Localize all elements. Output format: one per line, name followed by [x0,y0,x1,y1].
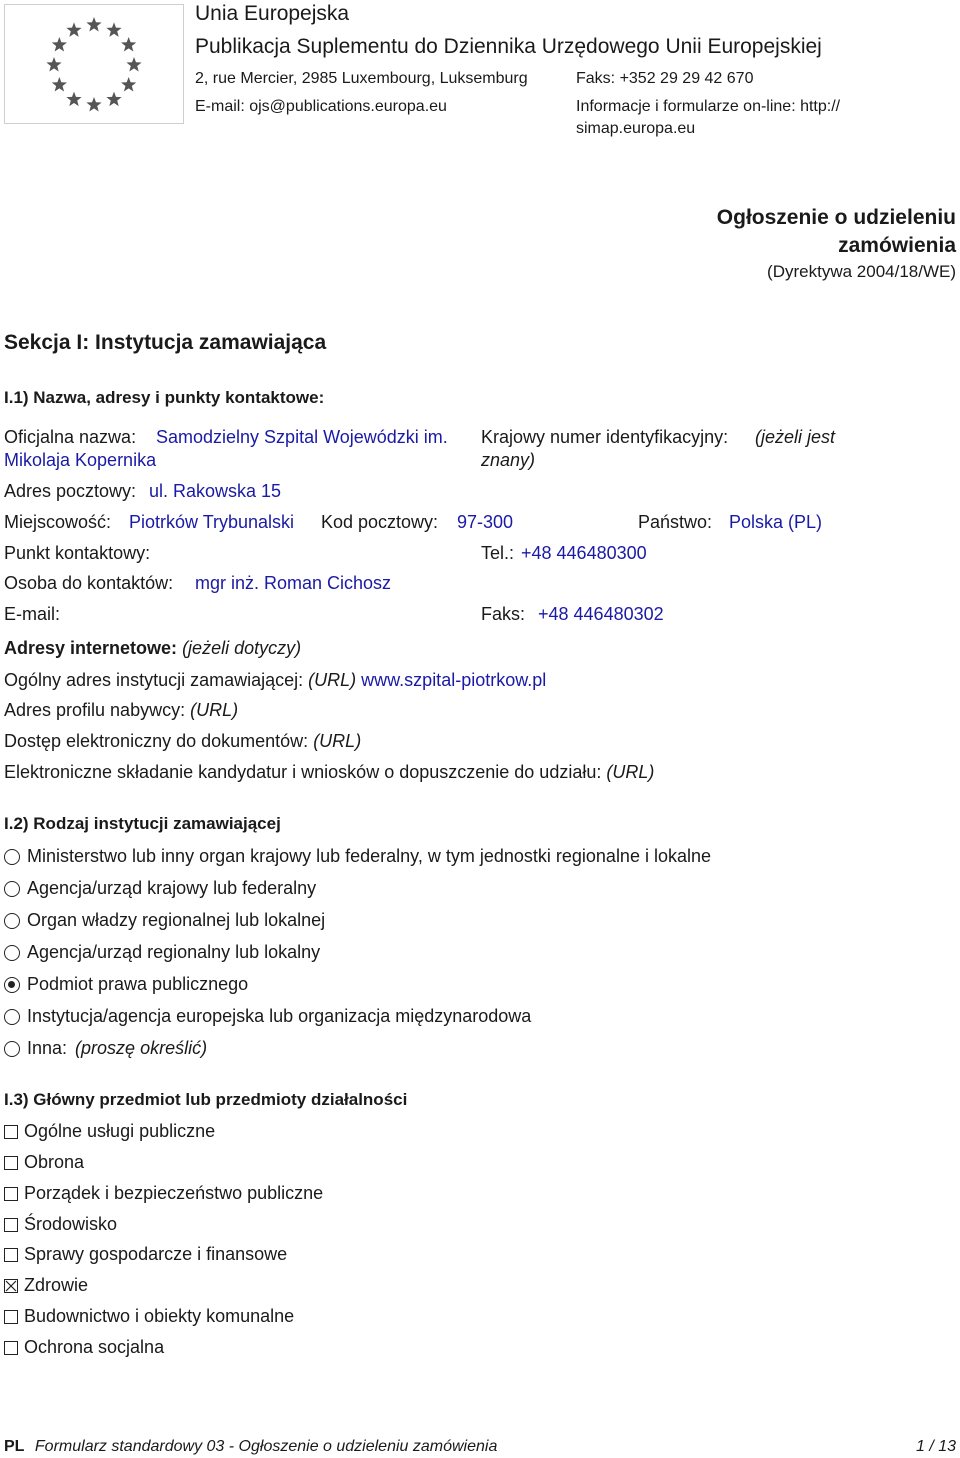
radio-empty-icon[interactable] [4,1009,20,1025]
star-icon [66,92,81,106]
checkbox-empty-icon[interactable] [4,1310,18,1324]
publisher-info-line1: Informacje i formularze on-line: http:// [576,98,841,115]
footer-form-name: Formularz standardowy 03 - Ogłoszenie o udzieleniu zamówienia [34,1438,498,1455]
checkbox-checked-icon[interactable] [4,1279,18,1293]
org-name: Unia Europejska [195,2,350,25]
general-url-label: Ogólny adres instytucji zamawiającej: [4,670,304,690]
email-label: E-mail: [4,604,61,624]
option-label: Inna: [27,1038,68,1058]
section-heading: Sekcja I: Instytucja zamawiająca [4,331,327,354]
contracting-type-option[interactable] [4,942,320,963]
postcode-value: 97-300 [457,512,514,532]
page-footer [4,1438,956,1456]
option-label: Porządek i bezpieczeństwo publiczne [24,1183,324,1203]
eu-stars-icon [5,5,183,123]
radio-selected-icon[interactable] [4,977,20,993]
electronic-submission-label: Elektroniczne składanie kandydatur i wniosków o dopuszczenie do udziału: [4,762,602,782]
url-tag: (URL) [190,700,239,720]
publication-title: Publikacja Suplementu do Dziennika Urzędowego Unii Europejskiej [195,35,822,58]
checkbox-empty-icon[interactable] [4,1218,18,1232]
tel-label: Tel.: [481,543,515,563]
contracting-type-option[interactable] [4,878,316,899]
radio-empty-icon[interactable] [4,1041,20,1057]
star-icon [52,77,67,91]
star-icon [86,17,101,31]
fax-label: Faks: [481,604,526,624]
official-name-value-1: Samodzielny Szpital Wojewódzki im. [156,427,448,447]
option-label: Ochrona socjalna [24,1337,165,1357]
contracting-type-option[interactable] [4,1038,207,1059]
option-label: Podmiot prawa publicznego [27,974,249,994]
publisher-info-line2: simap.europa.eu [576,120,696,137]
national-id-label: Krajowy numer identyfikacyjny: [481,427,729,447]
radio-empty-icon[interactable] [4,881,20,897]
star-icon [126,57,141,71]
option-note: (proszę określić) [75,1038,208,1058]
activity-option[interactable] [4,1121,215,1142]
postcode-label: Kod pocztowy: [321,512,439,532]
contracting-type-option[interactable] [4,910,325,931]
fax-value: +48 446480302 [538,604,664,624]
url-tag: (URL) [313,731,362,751]
option-label: Instytucja/agencja europejska lub organizacja międzynarodowa [27,1006,532,1026]
checkbox-empty-icon[interactable] [4,1156,18,1170]
contracting-type-option[interactable] [4,1006,531,1027]
contracting-type-option[interactable] [4,846,711,867]
star-icon [106,92,121,106]
document-title: Ogłoszenie o udzieleniu zamówienia [716,206,956,257]
star-icon [86,97,101,111]
subsection-heading-1-2: I.2) Rodzaj instytucji zamawiającej [4,814,281,833]
option-label: Ogólne usługi publiczne [24,1121,216,1141]
activity-option[interactable] [4,1183,323,1204]
option-label: Budownictwo i obiekty komunalne [24,1306,295,1326]
internet-addresses-label: Adresy internetowe: [4,638,178,658]
country-value: Polska (PL) [729,512,823,532]
eu-logo [4,4,184,124]
postal-address-label: Adres pocztowy: [4,481,137,501]
activity-option[interactable] [4,1306,294,1327]
option-label: Organ władzy regionalnej lub lokalnej [27,910,326,930]
activity-option[interactable] [4,1214,117,1235]
star-icon [66,22,81,36]
national-id-note-1: (jeżeli jest [755,427,836,447]
document-directive: (Dyrektywa 2004/18/WE) [767,262,956,281]
option-label: Środowisko [24,1214,118,1234]
contact-point-label: Punkt kontaktowy: [4,543,151,563]
publisher-address: 2, rue Mercier, 2985 Luxembourg, Luksemburg [195,70,528,87]
footer-page-number: 1 / 13 [915,1438,956,1455]
activity-option[interactable] [4,1152,84,1173]
official-name-label: Oficjalna nazwa: [4,427,137,447]
url-tag: (URL) [308,670,357,690]
radio-empty-icon[interactable] [4,913,20,929]
option-label: Obrona [24,1152,85,1172]
contact-person-value: mgr inż. Roman Cichosz [195,573,392,593]
radio-empty-icon[interactable] [4,945,20,961]
general-url-link[interactable]: www.szpital-piotrkow.pl [361,670,547,690]
publisher-fax: Faks: +352 29 29 42 670 [576,70,754,87]
star-icon [121,77,136,91]
activity-option[interactable] [4,1275,88,1296]
checkbox-empty-icon[interactable] [4,1341,18,1355]
national-id-note-2: znany) [481,450,536,470]
activity-option[interactable] [4,1337,164,1358]
subsection-heading-1-3: I.3) Główny przedmiot lub przedmioty działalności [4,1090,408,1109]
subsection-heading-1-1: I.1) Nazwa, adresy i punkty kontaktowe: [4,388,325,407]
option-label: Agencja/urząd krajowy lub federalny [27,878,317,898]
publisher-email: E-mail: ojs@publications.europa.eu [195,98,447,115]
official-name-value-2: Mikolaja Kopernika [4,450,157,470]
country-label: Państwo: [638,512,713,532]
star-icon [106,22,121,36]
star-icon [52,37,67,51]
postal-address-value: ul. Rakowska 15 [149,481,282,501]
checkbox-empty-icon[interactable] [4,1187,18,1201]
electronic-access-label: Dostęp elektroniczny do dokumentów: [4,731,309,751]
contracting-type-option[interactable] [4,974,248,995]
buyer-profile-label: Adres profilu nabywcy: [4,700,186,720]
contact-person-label: Osoba do kontaktów: [4,573,174,593]
checkbox-empty-icon[interactable] [4,1248,18,1262]
footer-lang: PL [4,1438,25,1455]
option-label: Sprawy gospodarcze i finansowe [24,1244,288,1264]
checkbox-empty-icon[interactable] [4,1125,18,1139]
option-label: Zdrowie [24,1275,89,1295]
radio-empty-icon[interactable] [4,849,20,865]
town-label: Miejscowość: [4,512,112,532]
url-tag: (URL) [606,762,655,782]
option-label: Ministerstwo lub inny organ krajowy lub federalny, w tym jednostki regionalne i lokalne [27,846,711,866]
town-value: Piotrków Trybunalski [129,512,295,532]
tel-value: +48 446480300 [521,543,647,563]
activity-option[interactable] [4,1244,287,1265]
star-icon [46,57,61,71]
star-icon [121,37,136,51]
option-label: Agencja/urząd regionalny lub lokalny [27,942,321,962]
internet-addresses-note: (jeżeli dotyczy) [182,638,302,658]
